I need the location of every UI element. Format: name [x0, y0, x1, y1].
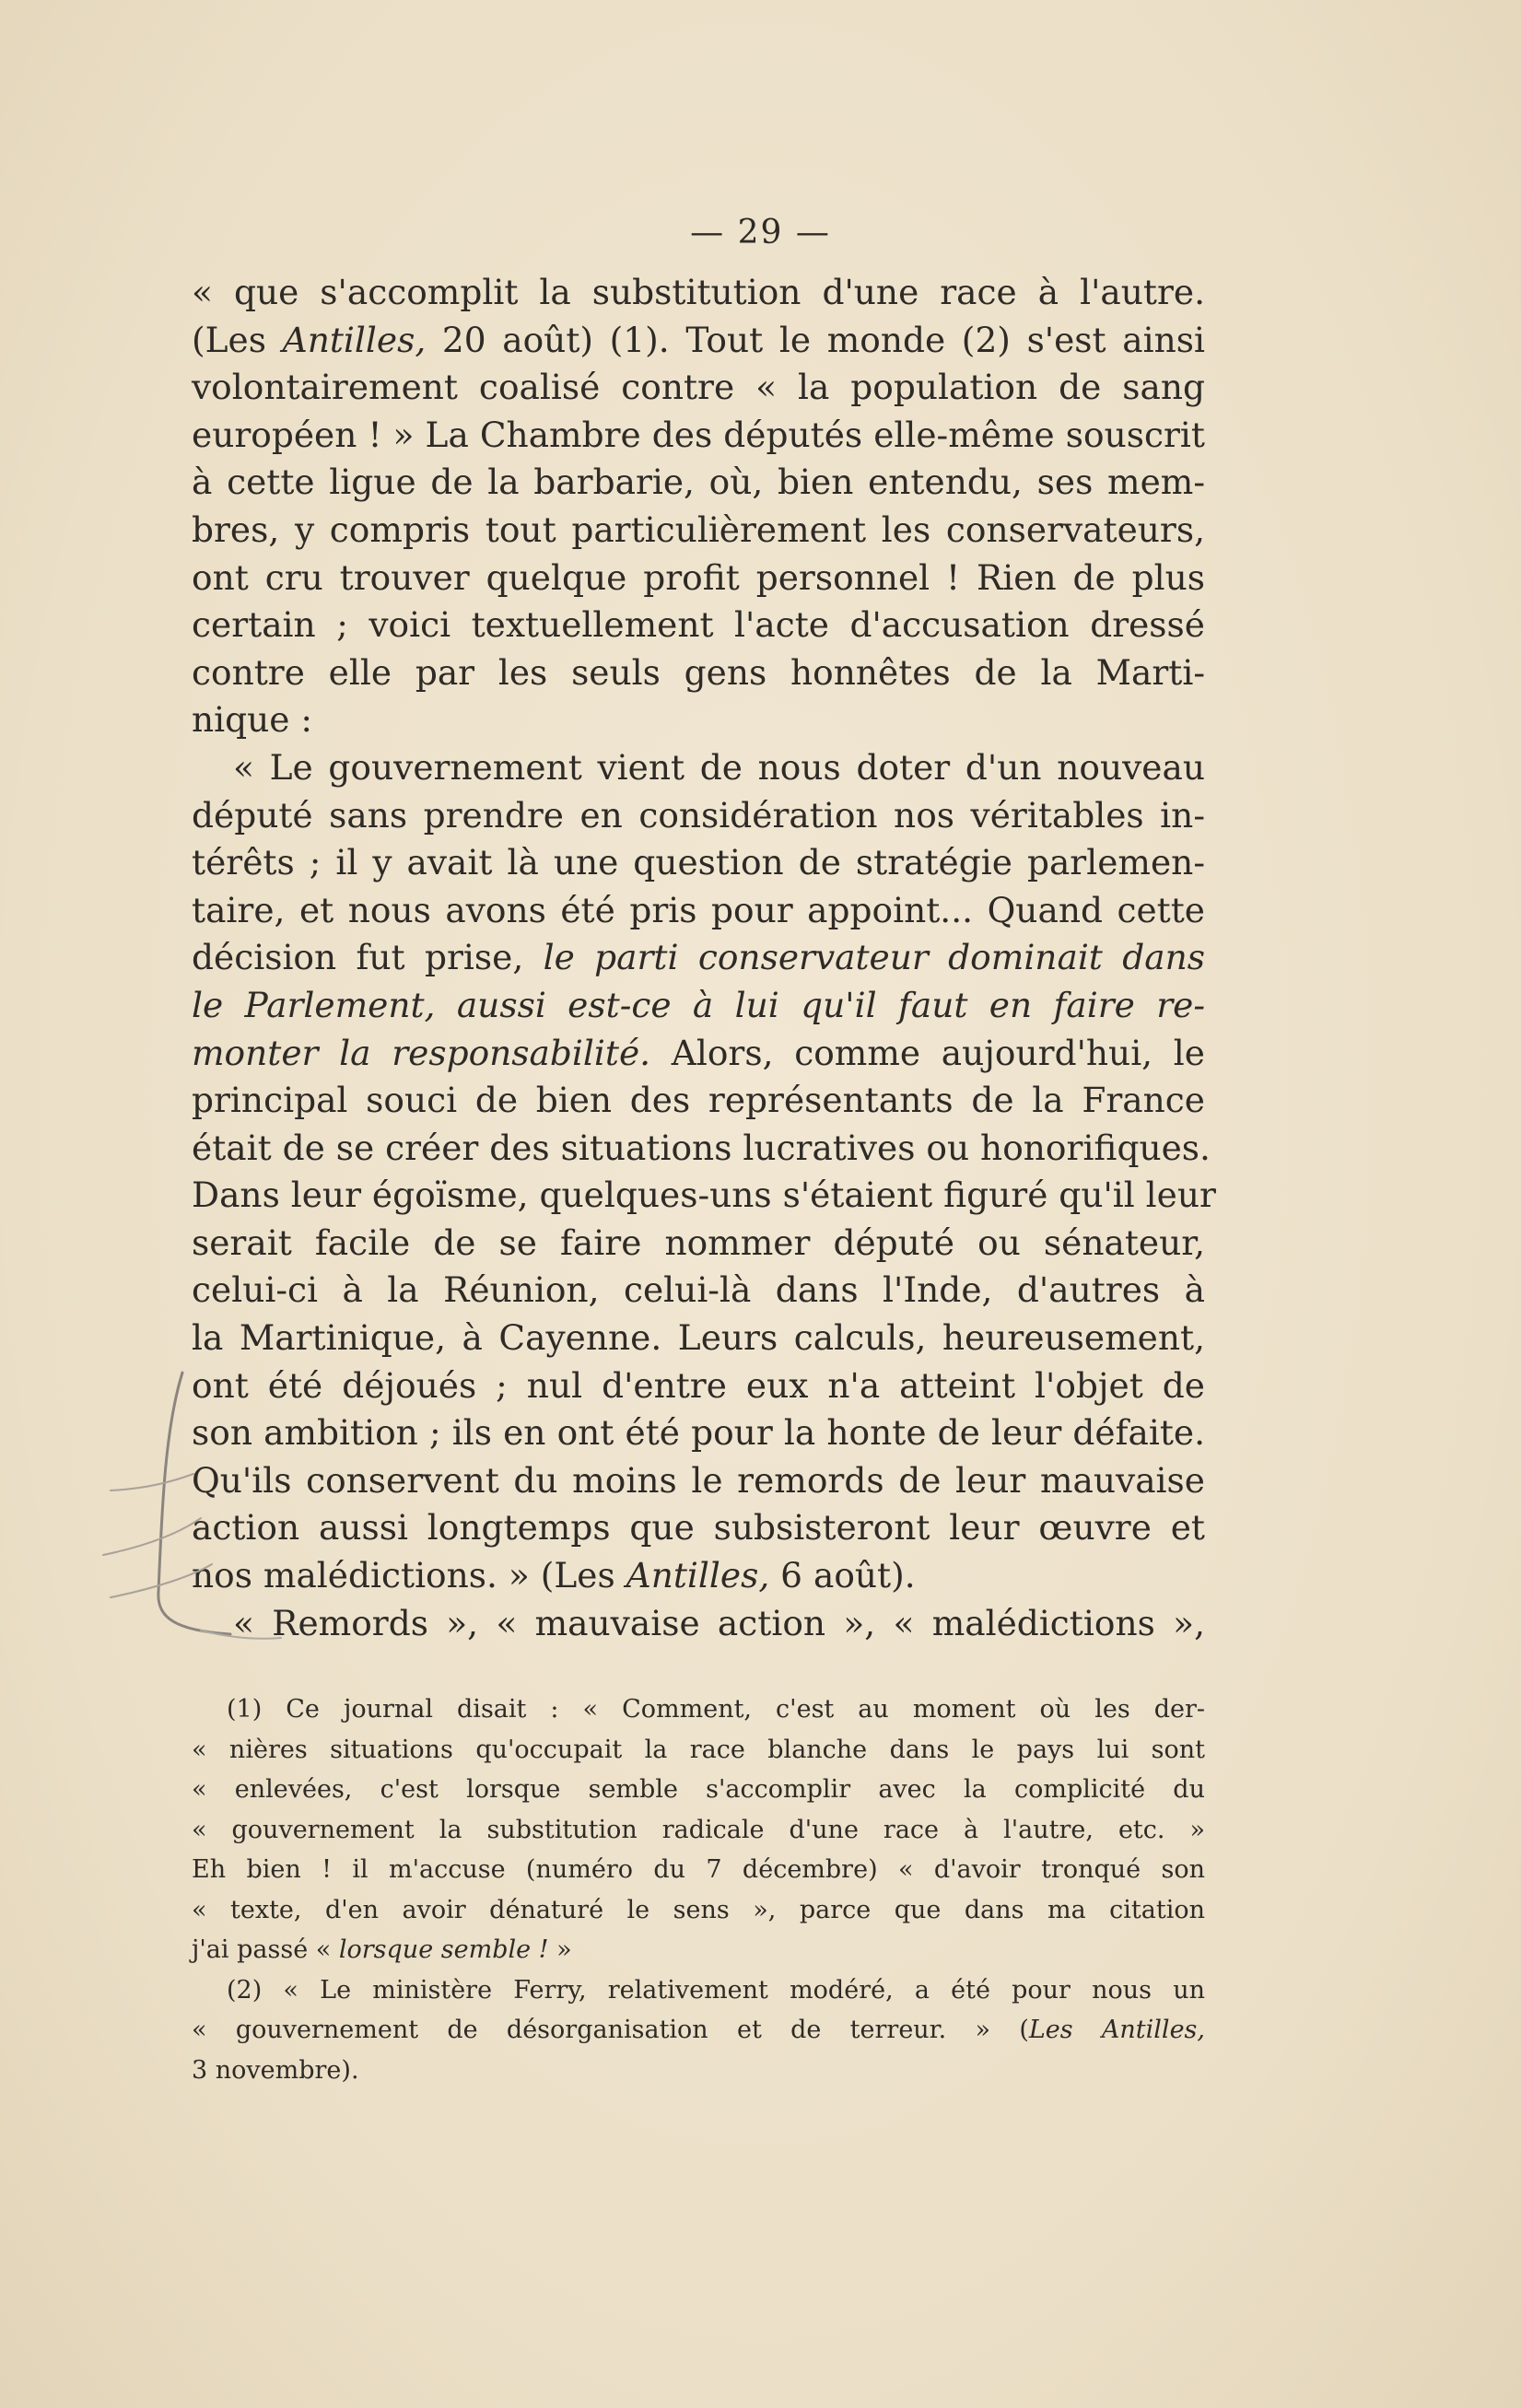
text-line: à cette ligue de la barbarie, où, bien entendu, ses mem-	[192, 462, 1205, 503]
footnote-line: « gouvernement la substitution radicale d'une race à l'autre, etc. »	[192, 1815, 1205, 1844]
footnote-line: 3 novembre).	[192, 2055, 359, 2085]
text-line: volontairement coalisé contre « la population de sang	[192, 367, 1205, 408]
text-line: ont cru trouver quelque profit personnel ! Rien de plus	[192, 556, 1205, 598]
text-line: serait facile de se faire nommer député ou sénateur,	[192, 1222, 1205, 1263]
text-line: nique :	[192, 699, 313, 741]
text-line: « Le gouvernement vient de nous doter d'un nouveau	[233, 746, 1205, 788]
footnote-line: « enlevées, c'est lorsque semble s'accomplir avec la complicité du	[192, 1775, 1205, 1804]
text-line: le Parlement, aussi est-ce à lui qu'il faut en faire re-	[192, 984, 1205, 1025]
handwritten-bracket-mark	[92, 1362, 286, 1647]
text-line: était de se créer des situations lucratives ou honorifiques.	[192, 1127, 1211, 1168]
text-line: certain ; voici textuellement l'acte d'accusation dressé	[192, 604, 1205, 646]
text-line: député sans prendre en considération nos véritables in-	[192, 794, 1205, 836]
main-text	[192, 269, 1216, 1647]
page-number: — 29 —	[690, 214, 831, 251]
text-line: nos malédictions. » (Les Antilles, 6 août).	[192, 1555, 916, 1596]
text-line: ont été déjoués ; nul d'entre eux n'a atteint l'objet de	[192, 1364, 1205, 1406]
text-line: son ambition ; ils en ont été pour la honte de leur défaite.	[192, 1412, 1205, 1454]
text-line: (Les Antilles, 20 août) (1). Tout le monde (2) s'est ainsi	[192, 319, 1206, 360]
text-line: action aussi longtemps que subsisteront leur œuvre et	[192, 1507, 1205, 1549]
text-line: contre elle par les seuls gens honnêtes de la Marti-	[192, 651, 1205, 693]
text-line: la Martinique, à Cayenne. Leurs calculs, heureusement,	[192, 1317, 1205, 1359]
footnote-line: Eh bien ! il m'accuse (numéro du 7 décembre) « d'avoir tronqué son	[192, 1855, 1205, 1884]
text-line: « que s'accomplit la substitution d'une race à l'autre.	[192, 272, 1205, 312]
footnote-line: « texte, d'en avoir dénaturé le sens », parce que dans ma citation	[192, 1895, 1205, 1924]
text-line: principal souci de bien des représentants de la France	[192, 1080, 1205, 1121]
footnote-line: (2) « Le ministère Ferry, relativement modéré, a été pour nous un	[227, 1975, 1205, 2005]
text-line: Dans leur égoïsme, quelques-uns s'étaient figuré qu'il leur	[192, 1175, 1216, 1216]
text-line: monter la responsabilité. Alors, comme aujourd'hui, le	[192, 1032, 1205, 1073]
footnotes	[192, 1689, 1205, 2090]
text-line: celui-ci à la Réunion, celui-là dans l'Inde, d'autres à	[192, 1269, 1205, 1311]
footnote-line: « gouvernement de désorganisation et de terreur. » (Les Antilles,	[192, 2016, 1205, 2044]
text-line: décision fut prise, le parti conservateur dominait dans	[192, 937, 1205, 978]
text-line: bres, y compris tout particulièrement les conservateurs,	[192, 508, 1205, 550]
text-line: térêts ; il y avait là une question de stratégie parlemen-	[192, 842, 1205, 883]
footnote-line: « nières situations qu'occupait la race blanche dans le pays lui sont	[192, 1735, 1205, 1764]
text-line: Qu'ils conservent du moins le remords de leur mauvaise	[192, 1459, 1205, 1501]
text-line: taire, et nous avons été pris pour appoint... Quand cette	[192, 889, 1205, 930]
text-line: européen ! » La Chambre des députés elle-même souscrit	[192, 414, 1205, 455]
text-line: « Remords », « mauvaise action », « malédictions »,	[233, 1602, 1205, 1643]
footnote-line: j'ai passé « lorsque semble ! »	[192, 1935, 572, 1964]
footnote-line: (1) Ce journal disait : « Comment, c'est au moment où les der-	[227, 1695, 1205, 1724]
